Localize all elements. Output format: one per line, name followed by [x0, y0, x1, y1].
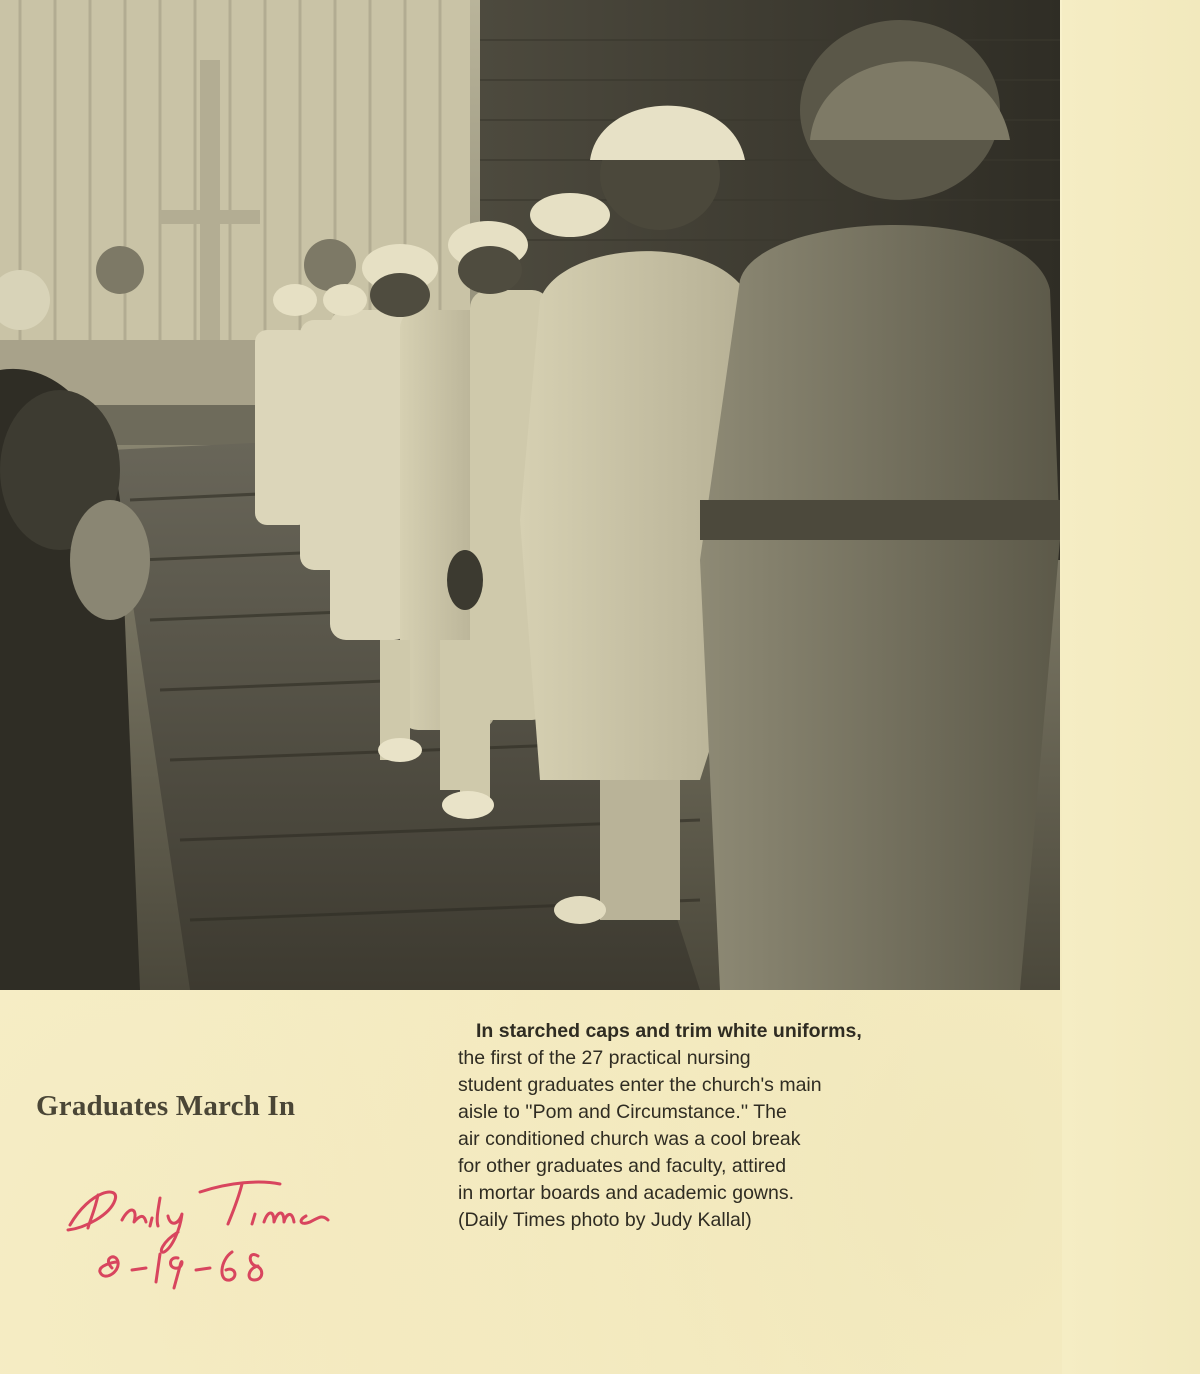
caption-line: for other graduates and faculty, attired — [458, 1155, 787, 1177]
caption-line: air conditioned church was a cool break — [458, 1128, 801, 1150]
caption-line: the first of the 27 practical nursing — [458, 1047, 751, 1069]
caption-line: aisle to ''Pom and Circumstance.'' The — [458, 1101, 787, 1123]
caption-line: In starched caps and trim white uniforms, — [476, 1020, 862, 1042]
paper-margin — [1062, 0, 1200, 1374]
photo-caption — [458, 1018, 928, 1234]
caption-line: (Daily Times photo by Judy Kallal) — [458, 1209, 752, 1231]
caption-line: in mortar boards and academic gowns. — [458, 1182, 795, 1204]
headline: Graduates March In — [36, 1090, 296, 1122]
handwritten-signature — [60, 1170, 380, 1320]
handwritten-annotation — [60, 1170, 380, 1320]
caption-line: student graduates enter the church's main — [458, 1074, 822, 1096]
